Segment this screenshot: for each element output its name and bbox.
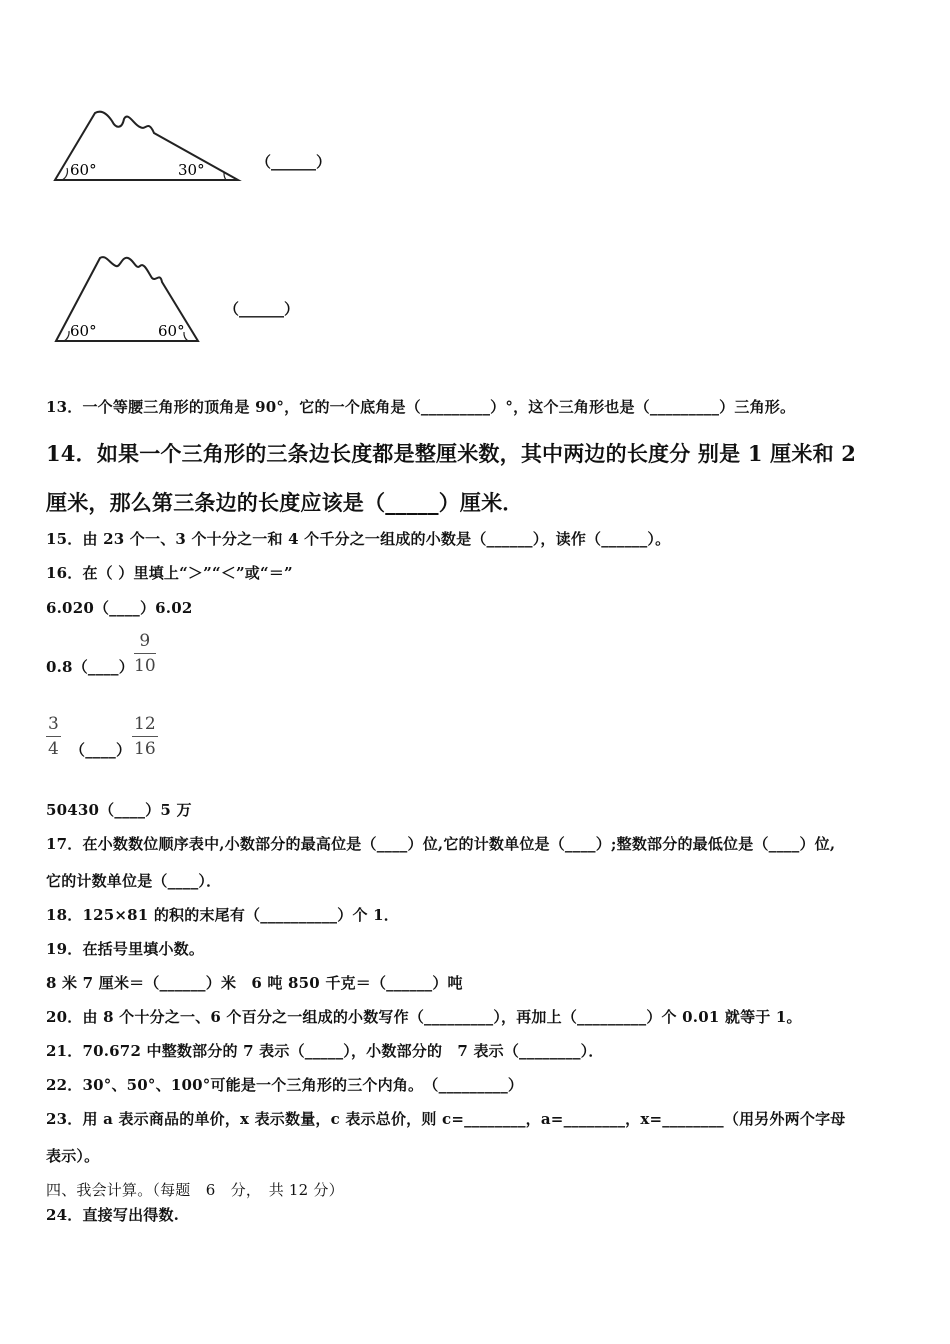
fraction-denominator: 4 (48, 739, 59, 759)
angle-label-left-1: 60° (70, 161, 97, 179)
question-24: 24．直接写出得数. (46, 1206, 180, 1224)
question-16b-left: 0.8（____） (46, 658, 134, 676)
figure-1-answer-blank[interactable]: （______） (256, 153, 332, 171)
question-22: 22．30°、50°、100°可能是一个三角形的三个内角。 （_________） (46, 1076, 524, 1094)
angle-label-right-1: 30° (178, 161, 205, 179)
question-16c-mid: （____） (70, 741, 132, 759)
question-21: 21．70.672 中整数部分的 7 表示（_____），小数部分的 7 表示（________）． (46, 1042, 604, 1060)
question-13: 13．一个等腰三角形的顶角是 90°，它的一个底角是（_________）°，这个三角形也是（_________）三角形。 (46, 398, 796, 416)
question-19: 19．在括号里填小数。 (46, 940, 205, 958)
question-16d: 50430（____）5 万 (46, 801, 192, 819)
fraction-denominator: 10 (134, 656, 156, 676)
fraction-12-16 (132, 714, 158, 759)
question-17-line-1: 17．在小数数位顺序表中,小数部分的最高位是（____）位,它的计数单位是（____）;整数部分的最低位是（____）位, (46, 835, 836, 853)
torn-triangle-drawing-2 (50, 252, 210, 347)
angle-label-right-2: 60° (158, 322, 185, 340)
question-19a: 8 米 7 厘米＝（______）米 6 吨 850 千克＝（______）吨 (46, 974, 463, 992)
question-17-line-2: 它的计数单位是（____）． (46, 872, 222, 890)
question-23-line-2: 表示）。 (46, 1147, 100, 1165)
question-20: 20．由 8 个十分之一、6 个百分之一组成的小数写作（_________），再加上（_________）个 0.01 就等于 1。 (46, 1008, 802, 1026)
fraction-numerator: 12 (132, 714, 158, 737)
question-18: 18．125×81 的积的末尾有（__________）个 1． (46, 906, 399, 924)
fraction-numerator: 3 (46, 714, 61, 737)
figure-triangle-2 (50, 252, 210, 347)
figure-triangle-1 (50, 105, 250, 185)
question-14-line-1: 14．如果一个三角形的三条边长度都是整厘米数，其中两边的长度分 别是 1 厘米和 2 (46, 441, 857, 466)
question-14-line-2: 厘米，那么第三条边的长度应该是（_____）厘米． (46, 490, 524, 515)
figure-2-answer-blank[interactable]: （______） (224, 300, 300, 318)
fraction-9-10 (134, 631, 156, 676)
fraction-3-4 (46, 714, 61, 759)
angle-label-left-2: 60° (70, 322, 97, 340)
question-16: 16．在（ ）里填上“＞”“＜”或“＝” (46, 564, 293, 582)
question-16a: 6.020（____）6.02 (46, 599, 193, 617)
fraction-denominator: 16 (134, 739, 156, 759)
question-15: 15．由 23 个一、3 个十分之一和 4 个千分之一组成的小数是（______），读作（______）。 (46, 530, 671, 548)
fraction-numerator: 9 (134, 631, 156, 654)
section-4-heading: 四、我会计算。（每题 6 分， 共 12 分） (46, 1181, 344, 1199)
torn-triangle-drawing-1 (50, 105, 250, 185)
question-23-line-1: 23．用 a 表示商品的单价，x 表示数量，c 表示总价，则 c=________，a=________，x=________（用另外两个字母 (46, 1110, 846, 1128)
